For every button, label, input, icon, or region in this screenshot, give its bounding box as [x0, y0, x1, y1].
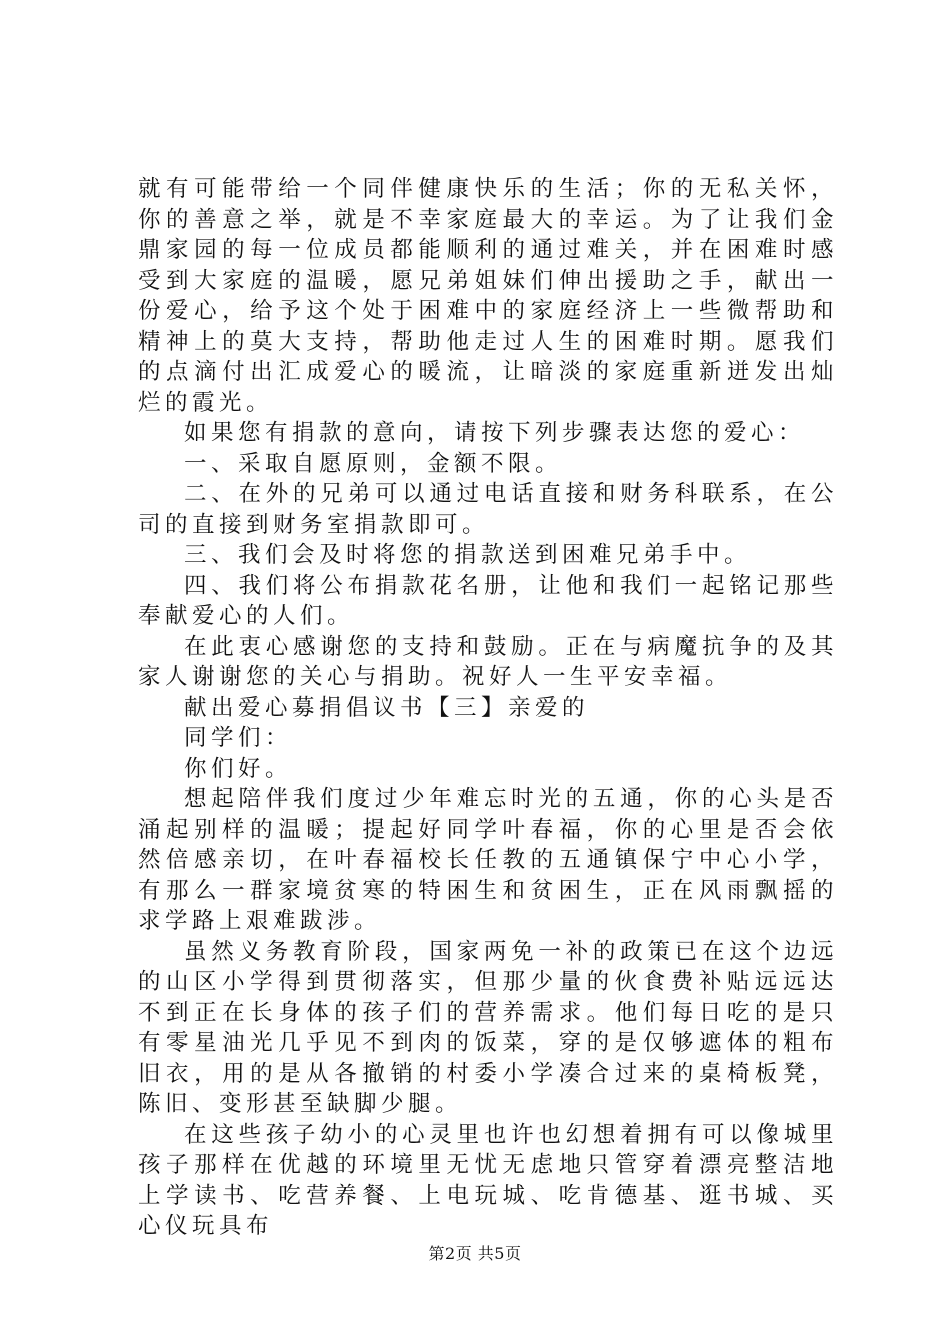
paragraph: 就有可能带给一个同伴健康快乐的生活；你的无私关怀，你的善意之举，就是不幸家庭最大的幸运。为了让我们金鼎家园的每一位成员都能顺利的通过难关，并在困难时感受到大家庭的温暖，愿兄弟姐妹们伸出援助之手，献出一份爱心，给予这个处于困难中的家庭经济上一些微帮助和精神上的莫大支持，帮助他走过人生的困难时期。愿我们的点滴付出汇成爱心的暖流，让暗淡的家庭重新迸发出灿烂的霞光。 — [138, 176, 838, 416]
paragraph: 想起陪伴我们度过少年难忘时光的五通，你的心头是否涌起别样的温暖；提起好同学叶春福，你的心里是否会依然倍感亲切，在叶春福校长任教的五通镇保宁中心小学，有那么一群家境贫寒的特困生和贫困生，正在风雨飘摇的求学路上艰难跋涉。 — [138, 786, 838, 934]
section-heading: 献出爱心募捐倡议书【三】亲爱的 — [184, 694, 590, 721]
paragraph: 在此衷心感谢您的支持和鼓励。正在与病魔抗争的及其家人谢谢您的关心与捐助。祝好人一生平安幸福。 — [138, 633, 838, 690]
salutation: 同学们： — [184, 725, 293, 751]
paragraph: 三、我们会及时将您的捐款送到困难兄弟手中。 — [184, 542, 752, 568]
paragraph: 如果您有捐款的意向，请按下列步骤表达您的爱心： — [184, 420, 806, 446]
paragraph: 在这些孩子幼小的心灵里也许也幻想着拥有可以像城里孩子那样在优越的环境里无忧无虑地只管穿着漂亮整洁地上学读书、吃营养餐、上电玩城、吃肯德基、逛书城、买心仪玩具布 — [138, 1121, 838, 1239]
paragraph: 一、采取自愿原则，金额不限。 — [184, 450, 563, 477]
greeting: 你们好。 — [184, 755, 293, 782]
paragraph: 二、在外的兄弟可以通过电话直接和财务科联系，在公司的直接到财务室捐款即可。 — [138, 481, 838, 538]
document-body — [138, 174, 838, 1242]
paragraph: 四、我们将公布捐款花名册，让他和我们一起铭记那些奉献爱心的人们。 — [138, 572, 838, 629]
paragraph: 虽然义务教育阶段，国家两免一补的政策已在这个边远的山区小学得到贯彻落实，但那少量的伙食费补贴远远达不到正在长身体的孩子们的营养需求。他们每日吃的是只有零星油光几乎见不到肉的饭菜，穿的是仅够遮体的粗布旧衣，用的是从各撤销的村委小学凑合过来的桌椅板凳，陈旧、变形甚至缺脚少腿。 — [138, 938, 838, 1117]
page-footer: 第2页 共5页 — [428, 1244, 522, 1263]
